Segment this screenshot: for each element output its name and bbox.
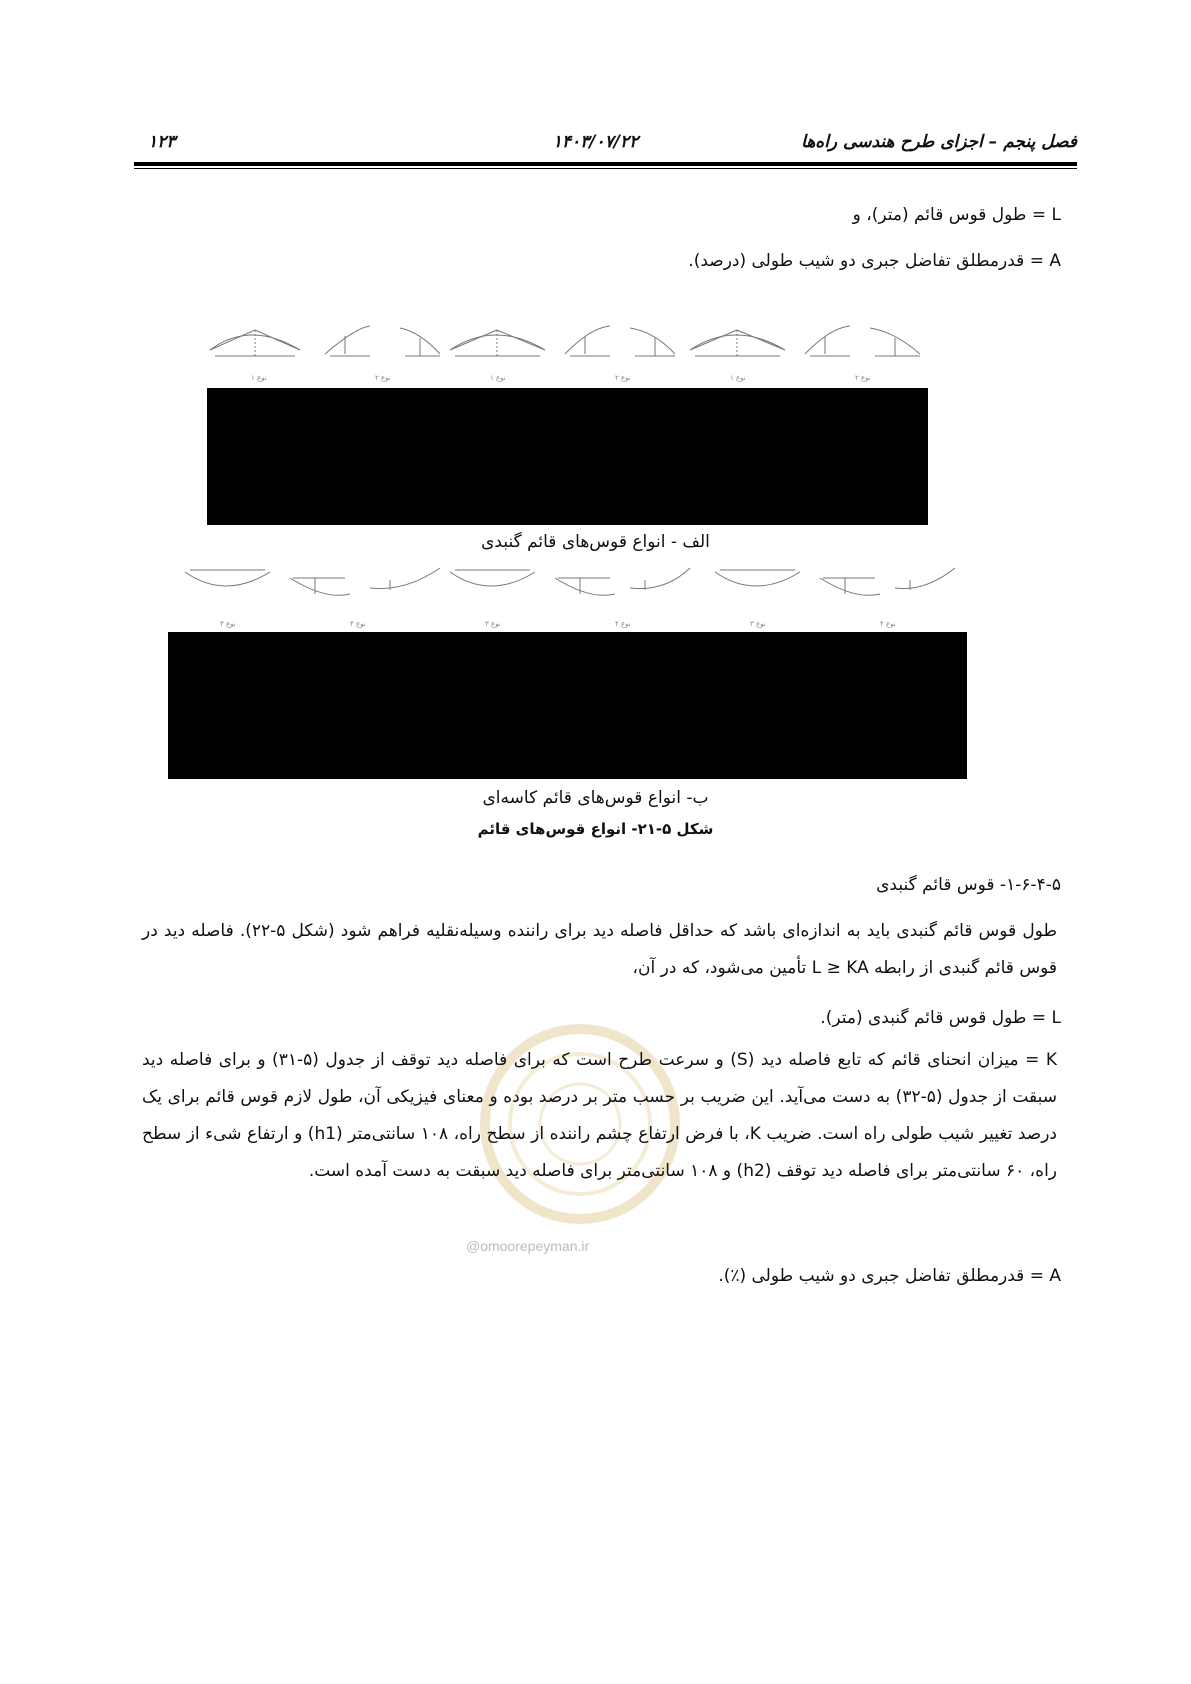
- paragraph-1: طول قوس قائم گنبدی باید به اندازه‌ای باشد که حداقل فاصله دید برای راننده وسیله‌نقلیه فراهم شود (شکل ۵-۲۲). فاصله دید در قوس قائم گنبدی از رابطه L ≥ KA تأمین می‌شود، که در آن،: [142, 921, 1057, 978]
- crest-type-label: نوع ۲: [615, 374, 631, 382]
- chapter-title: فصل پنجم – اجزای طرح هندسی راه‌ها: [801, 132, 1077, 152]
- sag-type-label: نوع ۴: [350, 620, 366, 628]
- header-rule-thin: [134, 168, 1077, 169]
- caption-crest: الف - انواع قوس‌های قائم گنبدی: [481, 532, 710, 552]
- figure-caption: شکل ۵-۲۱- انواع قوس‌های قائم: [477, 820, 714, 838]
- definition-L: L = طول قوس قائم (متر)، و: [852, 205, 1061, 225]
- section-heading: ۱-۶-۴-۵- قوس قائم گنبدی: [876, 875, 1061, 895]
- sag-type-label: نوع ۳: [485, 620, 501, 628]
- definition-A-crest: A = قدرمطلق تفاضل جبری دو شیب طولی (٪).: [718, 1266, 1061, 1286]
- sag-curves-diagram: [175, 560, 965, 632]
- sag-type-label: نوع ۴: [880, 620, 896, 628]
- crest-type-label: نوع ۱: [251, 374, 267, 382]
- sag-type-label: نوع ۳: [750, 620, 766, 628]
- page-number: ۱۲۳: [148, 132, 176, 152]
- sag-type-label: نوع ۳: [220, 620, 236, 628]
- crest-curves-diagram: [205, 318, 945, 388]
- caption-sag: ب- انواع قوس‌های قائم کاسه‌ای: [482, 788, 709, 808]
- definition-L-crest: L = طول قوس قائم گنبدی (متر).: [820, 1008, 1061, 1028]
- definition-A: A = قدرمطلق تفاضل جبری دو شیب طولی (درصد).: [688, 251, 1061, 271]
- crest-type-label: نوع ۱: [730, 374, 746, 382]
- header-rule-thick: [134, 162, 1077, 166]
- crest-type-label: نوع ۱: [490, 374, 506, 382]
- definition-K: K = میزان انحنای قائم که تابع فاصله دید (S) و سرعت طرح است که برای فاصله دید توقف از جدول (۵-۳۱) و برای فاصله دید سبقت از جدول (۵-۳۲) به دست می‌آید. این ضریب بر حسب متر بر درصد بوده و معنای فیزیکی آن، طول لازم قوس قائم برای یک درصد تغییر شیب طولی راه است. ضریب K، با فرض ارتفاع چشم راننده از سطح راه، ۱۰۸ سانتی‌متر (h1) و ارتفاع شیء از سطح راه، ۶۰ سانتی‌متر برای فاصله دید توقف (h2) و ۱۰۸ سانتی‌متر برای فاصله دید سبقت به دست آمده است.: [142, 1050, 1058, 1181]
- crest-type-label: نوع ۲: [855, 374, 871, 382]
- sag-type-label: نوع ۴: [615, 620, 631, 628]
- crest-type-label: نوع ۲: [375, 374, 391, 382]
- sag-figure-redacted: [168, 632, 967, 779]
- crest-figure-redacted: [207, 388, 928, 525]
- header-date: ۱۴۰۳/۰۷/۲۲: [552, 132, 639, 152]
- watermark-text: @omoorepeyman.ir: [466, 1238, 590, 1254]
